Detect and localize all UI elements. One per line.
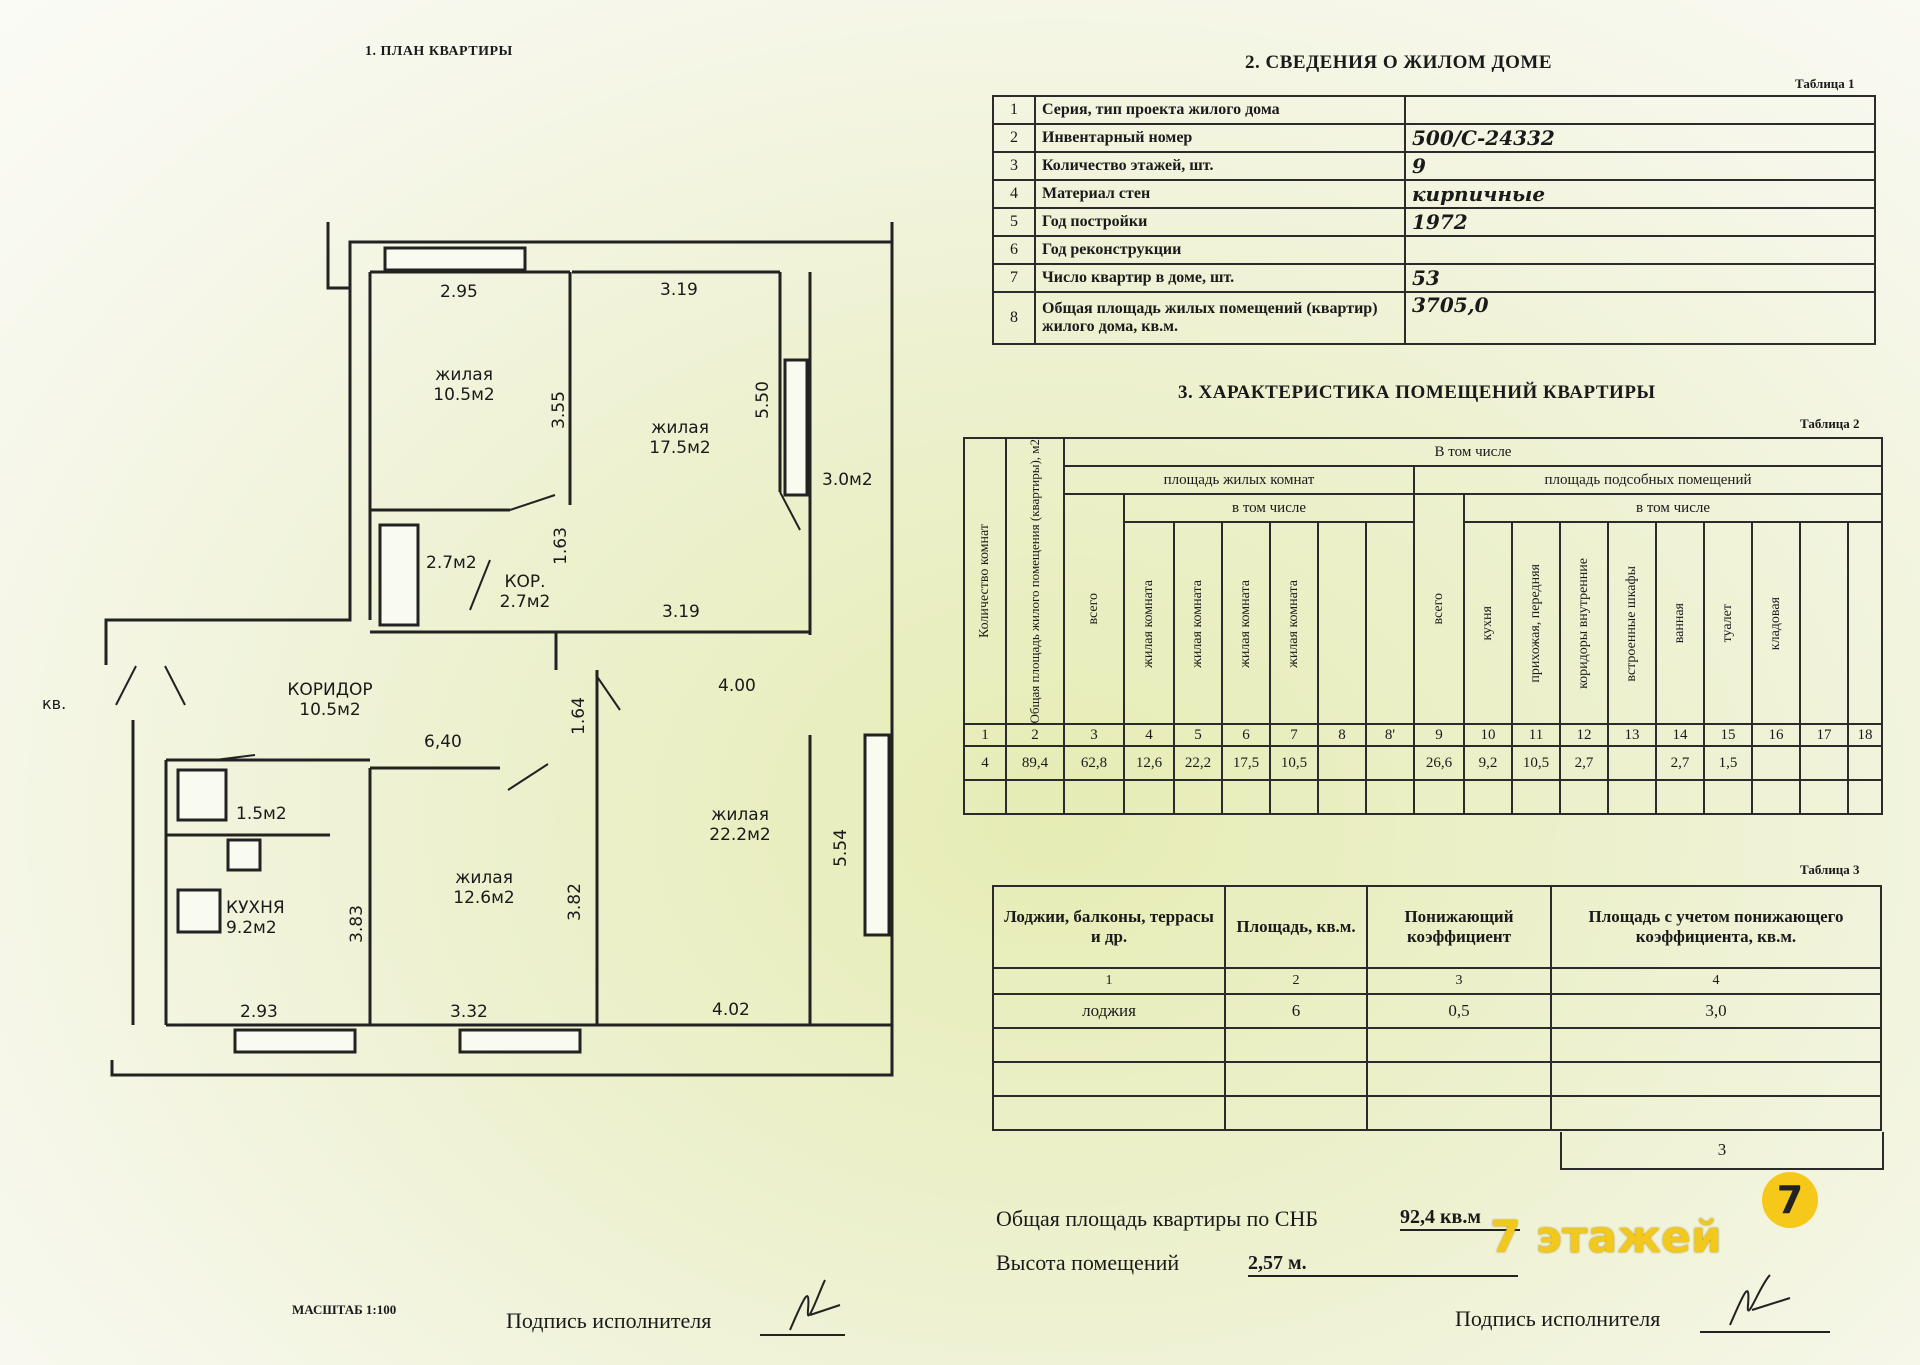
aux-total-header: всего bbox=[1414, 494, 1464, 724]
col-header: кухня bbox=[1464, 522, 1512, 724]
num-cell: 8' bbox=[1366, 724, 1414, 746]
watermark-logo-char: 7 bbox=[1776, 1178, 1804, 1222]
house-row-value: 9 bbox=[1405, 152, 1875, 180]
col-header: жилая комната bbox=[1270, 522, 1318, 724]
loggia-num: 4 bbox=[1551, 968, 1881, 994]
col-header: прихожая, передняя bbox=[1512, 522, 1560, 724]
dim-5-54: 5.54 bbox=[830, 829, 851, 867]
room4-label bbox=[424, 868, 544, 908]
house-table bbox=[992, 95, 1876, 345]
rooms-char-title: 3. ХАРАКТЕРИСТИКА ПОМЕЩЕНИЙ КВАРТИРЫ bbox=[1178, 382, 1656, 403]
val-cell: 22,2 bbox=[1174, 746, 1222, 780]
num-cell: 2 bbox=[1006, 724, 1064, 746]
house-row-label: Год постройки bbox=[1035, 208, 1405, 236]
aux-header: площадь подсобных помещений bbox=[1414, 466, 1882, 494]
house-row-value bbox=[1405, 96, 1875, 124]
house-row-num: 2 bbox=[993, 124, 1035, 152]
col-header: ванная bbox=[1656, 522, 1704, 724]
corridor-name: КОРИДОР bbox=[287, 680, 373, 700]
dim-3-19-bottom: 3.19 bbox=[662, 602, 700, 622]
house-row bbox=[993, 208, 1875, 236]
dim-2-95: 2.95 bbox=[440, 282, 478, 302]
signature-left bbox=[750, 1275, 860, 1345]
col-header bbox=[1366, 522, 1414, 724]
house-row-value bbox=[1405, 236, 1875, 264]
loggia-cell: 3,0 bbox=[1551, 994, 1881, 1028]
dim-1-64: 1.64 bbox=[568, 697, 589, 735]
val-cell: 2,7 bbox=[1656, 746, 1704, 780]
kor2-name: КОР. bbox=[504, 572, 546, 592]
house-row-label: Общая площадь жилых помещений (квартир) жилого дома, кв.м. bbox=[1035, 292, 1405, 344]
dim-4-00: 4.00 bbox=[718, 676, 756, 696]
house-row bbox=[993, 152, 1875, 180]
dim-3-55: 3.55 bbox=[548, 391, 569, 429]
num-cell: 8 bbox=[1318, 724, 1366, 746]
col-header bbox=[1848, 522, 1882, 724]
num-cell: 16 bbox=[1752, 724, 1800, 746]
table1-label: Таблица 1 bbox=[1795, 76, 1855, 91]
num-cell: 4 bbox=[1124, 724, 1174, 746]
house-row-label: Инвентарный номер bbox=[1035, 124, 1405, 152]
corridor-label bbox=[270, 680, 390, 720]
house-row bbox=[993, 124, 1875, 152]
rooms-table bbox=[963, 437, 1883, 815]
plan-scale: МАСШТАБ 1:100 bbox=[292, 1302, 397, 1317]
height-value: 2,57 м. bbox=[1248, 1252, 1518, 1277]
plan-title: 1. ПЛАН КВАРТИРЫ bbox=[365, 44, 513, 59]
room3-label bbox=[680, 805, 800, 845]
num-cell: 9 bbox=[1414, 724, 1464, 746]
bath-area: 2.7м2 bbox=[426, 553, 477, 573]
room4-area: 12.6м2 bbox=[453, 888, 515, 908]
col-header: туалет bbox=[1704, 522, 1752, 724]
num-cell: 3 bbox=[1064, 724, 1124, 746]
entry-label: кв. bbox=[42, 694, 67, 713]
loggia-numbers-row bbox=[993, 968, 1881, 994]
loggia-cell: лоджия bbox=[993, 994, 1225, 1028]
val-cell bbox=[1848, 746, 1882, 780]
kitchen-label bbox=[226, 898, 336, 938]
house-row-value: 53 bbox=[1405, 264, 1875, 292]
num-cell: 13 bbox=[1608, 724, 1656, 746]
house-row bbox=[993, 96, 1875, 124]
table3-label: Таблица 3 bbox=[1800, 862, 1860, 877]
val-cell bbox=[1318, 746, 1366, 780]
kitchen-area: 9.2м2 bbox=[226, 918, 277, 938]
loggia-header: Площадь с учетом понижающего коэффициента, кв.м. bbox=[1551, 886, 1881, 968]
total-area-value: 92,4 кв.м bbox=[1400, 1206, 1520, 1231]
col-header bbox=[1318, 522, 1366, 724]
house-row-label: Число квартир в доме, шт. bbox=[1035, 264, 1405, 292]
dim-6-40: 6,40 bbox=[424, 732, 462, 752]
signature-label-right: Подпись исполнителя bbox=[1455, 1306, 1661, 1331]
num-cell: 15 bbox=[1704, 724, 1752, 746]
watermark-text: 7 этажей bbox=[1490, 1212, 1722, 1263]
house-row-value: 3705,0 bbox=[1405, 292, 1875, 344]
dim-1-63: 1.63 bbox=[550, 527, 571, 565]
num-cell: 6 bbox=[1222, 724, 1270, 746]
col-header bbox=[1800, 522, 1848, 724]
house-row bbox=[993, 180, 1875, 208]
corridor-area: 10.5м2 bbox=[299, 700, 361, 720]
house-row-label: Год реконструкции bbox=[1035, 236, 1405, 264]
col-header: жилая комната bbox=[1124, 522, 1174, 724]
house-title: 2. СВЕДЕНИЯ О ЖИЛОМ ДОМЕ bbox=[1245, 52, 1553, 73]
aux-incl-header: в том числе bbox=[1464, 494, 1882, 522]
wc-area: 1.5м2 bbox=[236, 804, 287, 824]
loggia-num: 3 bbox=[1367, 968, 1551, 994]
col-header: жилая комната bbox=[1222, 522, 1270, 724]
house-row-value: кирпичные bbox=[1405, 180, 1875, 208]
house-row bbox=[993, 236, 1875, 264]
loggia-header: Площадь, кв.м. bbox=[1225, 886, 1367, 968]
room4-name: жилая bbox=[455, 868, 513, 888]
signature-label-left: Подпись исполнителя bbox=[506, 1308, 712, 1333]
loggia-num: 1 bbox=[993, 968, 1225, 994]
dim-2-93: 2.93 bbox=[240, 1002, 278, 1022]
col-header: коридоры внутренние bbox=[1560, 522, 1608, 724]
loggia-row bbox=[993, 994, 1881, 1028]
room1-label bbox=[404, 365, 524, 405]
house-row-num: 7 bbox=[993, 264, 1035, 292]
val-cell: 26,6 bbox=[1414, 746, 1464, 780]
loggia-cell: 0,5 bbox=[1367, 994, 1551, 1028]
living-incl-header: в том числе bbox=[1124, 494, 1414, 522]
col-header: кладовая bbox=[1752, 522, 1800, 724]
house-row-num: 6 bbox=[993, 236, 1035, 264]
watermark-logo-icon bbox=[1762, 1172, 1818, 1228]
val-cell bbox=[1752, 746, 1800, 780]
signature-right bbox=[1690, 1270, 1840, 1340]
num-cell: 17 bbox=[1800, 724, 1848, 746]
val-cell bbox=[1800, 746, 1848, 780]
house-row-label: Материал стен bbox=[1035, 180, 1405, 208]
val-cell: 10,5 bbox=[1512, 746, 1560, 780]
room3-area: 22.2м2 bbox=[709, 825, 771, 845]
val-cell: 1,5 bbox=[1704, 746, 1752, 780]
empty-row bbox=[964, 780, 1882, 814]
kitchen-name: КУХНЯ bbox=[226, 898, 285, 918]
house-row-label: Серия, тип проекта жилого дома bbox=[1035, 96, 1405, 124]
val-cell: 2,7 bbox=[1560, 746, 1608, 780]
total-area-label: Общая площадь квартиры по СНБ bbox=[996, 1206, 1318, 1231]
val-cell: 4 bbox=[964, 746, 1006, 780]
col-header: встроенные шкафы bbox=[1608, 522, 1656, 724]
house-row-value: 1972 bbox=[1405, 208, 1875, 236]
num-cell: 5 bbox=[1174, 724, 1222, 746]
val-cell: 62,8 bbox=[1064, 746, 1124, 780]
kor2-label bbox=[490, 572, 560, 612]
house-row-num: 8 bbox=[993, 292, 1035, 344]
house-row-num: 5 bbox=[993, 208, 1035, 236]
house-row-num: 1 bbox=[993, 96, 1035, 124]
room2-area: 17.5м2 bbox=[649, 438, 711, 458]
val-cell: 10,5 bbox=[1270, 746, 1318, 780]
living-total-header: всего bbox=[1064, 494, 1124, 724]
dim-3-32: 3.32 bbox=[450, 1002, 488, 1022]
num-cell: 10 bbox=[1464, 724, 1512, 746]
col-area-header: Общая площадь жилого помещения (квартиры), м2 bbox=[1006, 438, 1064, 724]
loggia-total-cell: 3 bbox=[1560, 1132, 1884, 1170]
val-cell: 12,6 bbox=[1124, 746, 1174, 780]
table2-label: Таблица 2 bbox=[1800, 416, 1860, 431]
num-cell: 7 bbox=[1270, 724, 1318, 746]
numbers-row bbox=[964, 724, 1882, 746]
house-row bbox=[993, 264, 1875, 292]
house-row-label: Количество этажей, шт. bbox=[1035, 152, 1405, 180]
room3-name: жилая bbox=[711, 805, 769, 825]
num-cell: 14 bbox=[1656, 724, 1704, 746]
num-cell: 18 bbox=[1848, 724, 1882, 746]
loggia-num: 2 bbox=[1225, 968, 1367, 994]
val-cell: 9,2 bbox=[1464, 746, 1512, 780]
height-label: Высота помещений bbox=[996, 1250, 1180, 1275]
col-rooms-header: Количество комнат bbox=[964, 438, 1006, 724]
room2-label bbox=[620, 418, 740, 458]
dim-5-50: 5.50 bbox=[752, 381, 773, 419]
dim-4-02: 4.02 bbox=[712, 1000, 750, 1020]
val-cell bbox=[1608, 746, 1656, 780]
room1-area: 10.5м2 bbox=[433, 385, 495, 405]
num-cell: 1 bbox=[964, 724, 1006, 746]
loggia-header: Понижающий коэффициент bbox=[1367, 886, 1551, 968]
dim-3-82: 3.82 bbox=[564, 883, 585, 921]
house-row-value: 500/С-24332 bbox=[1405, 124, 1875, 152]
house-row-num: 4 bbox=[993, 180, 1035, 208]
room2-name: жилая bbox=[651, 418, 709, 438]
loggia-header: Лоджии, балконы, террасы и др. bbox=[993, 886, 1225, 968]
val-cell: 89,4 bbox=[1006, 746, 1064, 780]
incl-header: В том числе bbox=[1064, 438, 1882, 466]
dim-3-19-top: 3.19 bbox=[660, 280, 698, 300]
house-row bbox=[993, 292, 1875, 344]
num-cell: 11 bbox=[1512, 724, 1560, 746]
col-header: жилая комната bbox=[1174, 522, 1222, 724]
dim-3-83: 3.83 bbox=[346, 905, 367, 943]
house-row-num: 3 bbox=[993, 152, 1035, 180]
num-cell: 12 bbox=[1560, 724, 1608, 746]
loggia-table bbox=[992, 885, 1882, 1131]
val-cell: 17,5 bbox=[1222, 746, 1270, 780]
loggia-area: 3.0м2 bbox=[822, 470, 873, 490]
room1-name: жилая bbox=[435, 365, 493, 385]
values-row bbox=[964, 746, 1882, 780]
val-cell bbox=[1366, 746, 1414, 780]
living-header: площадь жилых комнат bbox=[1064, 466, 1414, 494]
loggia-cell: 6 bbox=[1225, 994, 1367, 1028]
kor2-area: 2.7м2 bbox=[499, 592, 551, 612]
